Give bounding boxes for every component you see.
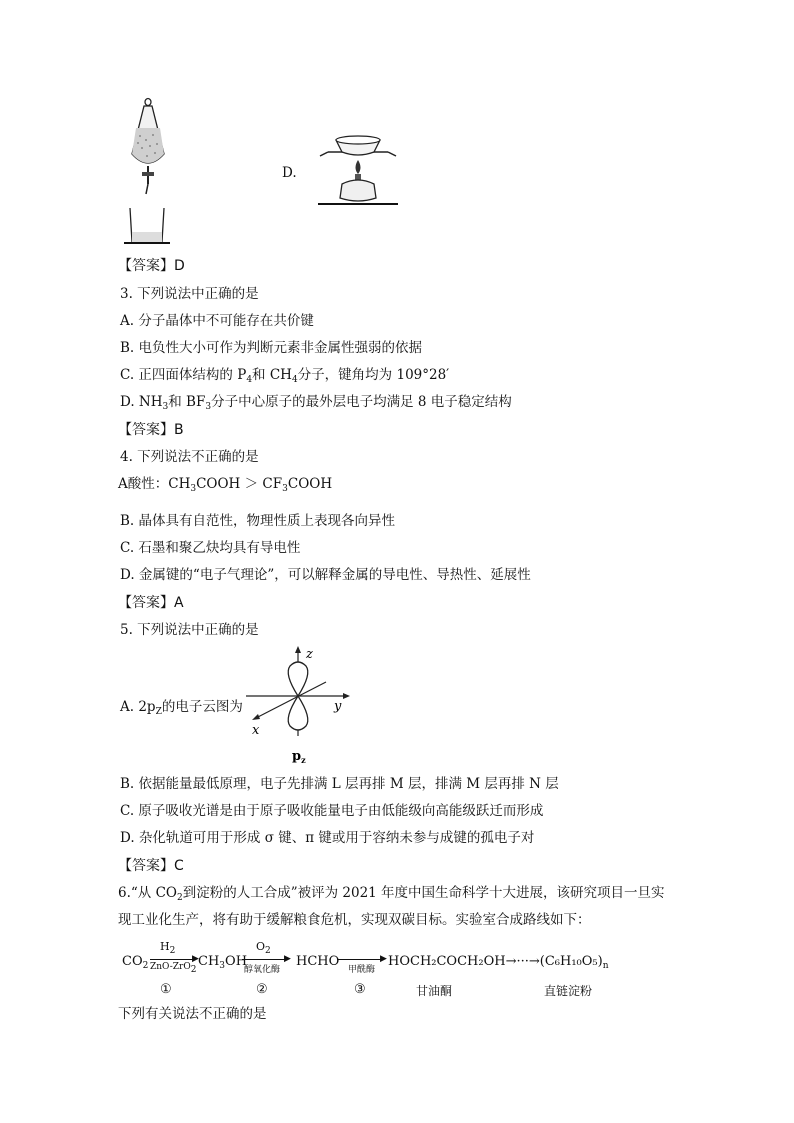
arrow2-reagent: $O_2$ (256, 940, 271, 956)
q3-stem: 3. 下列说法中正确的是 (120, 286, 259, 302)
q3-option-a: A. 分子晶体中不可能存在共价键 (120, 313, 314, 329)
q5-option-a: A. $2p_Z$的电子云图为 (120, 699, 243, 717)
name-dha: 甘油酮 (416, 984, 453, 998)
reaction-pathway: $CO_2$ $H_2$ ▶ ZnO-ZrO$_2$ $CH_3OH$ $O_2$ ▶ 醇氧化酶 HCHO ▶ 甲酰酶 $HOCH_2COCH_2OH\to\cdot\cdot\cdot\to(C_6H_{10}O_5)_n$ ① ② ③ 甘油酮 直链淀粉 (122, 940, 609, 998)
q3-option-b: B. 电负性大小可作为判断元素非金属性强弱的依据 (120, 340, 423, 356)
step-3: ③ (354, 982, 366, 997)
q4-option-c: C. 石墨和聚乙炔均具有导电性 (120, 540, 301, 556)
evaporation-apparatus-figure (318, 132, 398, 208)
hcho-formula: HCHO (296, 954, 340, 969)
arrow2 (242, 959, 288, 960)
arrow1-reagent: $H_2$ (160, 940, 176, 956)
q6-line2: 现工业化生产，将有助于缓解粮食危机，实现双碳目标。实验室合成路线如下： (118, 912, 591, 928)
orbital-label: $p_z$ (292, 749, 306, 765)
q6-question: 下列有关说法不正确的是 (118, 1006, 267, 1022)
dha-to-starch: $HOCH_2COCH_2OH\to\cdot\cdot\cdot\to(C_6H_{10}O_5)_n$ (388, 954, 609, 971)
answer-2: 【答案】D (118, 258, 185, 274)
arrow1-catalyst: ZnO-ZrO$_2$ (150, 962, 197, 975)
option-d-label: D. (282, 165, 297, 181)
arrow3 (338, 959, 384, 960)
answer-5: 【答案】C (118, 858, 184, 874)
step-1: ① (160, 982, 172, 997)
q5-stem: 5. 下列说法中正确的是 (120, 622, 259, 638)
q4-option-a: A酸性：$CH_3COOH$ ＞ $CF_3COOH$ (118, 476, 333, 494)
q5-option-c: C. 原子吸收光谱是由于原子吸收能量电子由低能级向高能级跃迁而形成 (120, 803, 544, 819)
pz-orbital-figure (246, 646, 356, 768)
step-2: ② (256, 982, 268, 997)
axis-x-label: x (252, 723, 260, 738)
q4-option-b: B. 晶体具有自范性，物理性质上表现各向异性 (120, 513, 396, 529)
name-starch: 直链淀粉 (544, 984, 593, 998)
arrow1 (150, 959, 196, 960)
q5-option-d: D. 杂化轨道可用于形成 σ 键、π 键或用于容纳未参与成键的孤电子对 (120, 830, 535, 846)
answer-3: 【答案】B (118, 422, 184, 438)
q6-line1: 6.“从 $CO_2$到淀粉的人工合成”被评为 2021 年度中国生命科学十大进展，该研究项目一旦实 (118, 885, 665, 903)
q3-option-c: C. 正四面体结构的 $P_4$和 $CH_4$分子，键角均为 109°28′ (120, 367, 450, 385)
separatory-funnel-figure (122, 96, 172, 246)
co2-formula: $CO_2$ (122, 954, 149, 971)
ch3oh-formula: $CH_3OH$ (198, 954, 248, 971)
arrow2-enzyme: 醇氧化酶 (244, 965, 281, 975)
q3-option-d: D. $NH_3$和 $BF_3$分子中心原子的最外层电子均满足 8 电子稳定结构 (120, 394, 512, 412)
arrow3-enzyme: 甲酰酶 (348, 965, 376, 975)
q5-option-b: B. 依据能量最低原理，电子先排满 L 层再排 M 层，排满 M 层再排 N 层 (120, 776, 559, 792)
axis-z-label: z (306, 647, 313, 662)
q4-option-d: D. 金属键的“电子气理论”，可以解释金属的导电性、导热性、延展性 (120, 567, 531, 583)
q4-stem: 4. 下列说法不正确的是 (120, 449, 259, 465)
axis-y-label: y (334, 699, 342, 714)
answer-4: 【答案】A (118, 595, 184, 611)
